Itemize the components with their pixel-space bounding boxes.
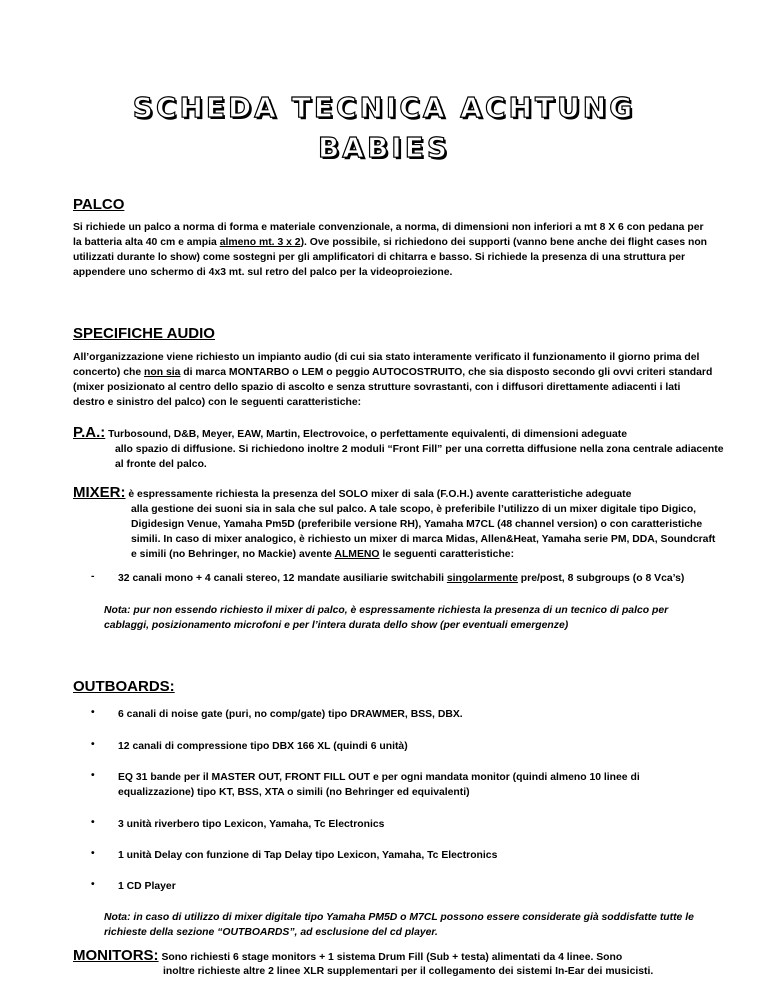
bullet-1: • bbox=[91, 707, 95, 718]
bullet-5: • bbox=[91, 848, 95, 859]
pa-label: P.A.: bbox=[73, 424, 106, 441]
title-line-1: SCHEDA TECNICA ACHTUNG bbox=[132, 91, 636, 124]
bullet-3: • bbox=[91, 770, 95, 781]
title-line-2: BABIES bbox=[317, 131, 451, 164]
outboard-item-2: 12 canali di compressione tipo DBX 166 XL (quindi 6 unità) bbox=[118, 741, 408, 752]
pa-rest: allo spazio di diffusione. Si richiedono inoltre 2 moduli “Front Fill” per una corretta diffusione nella zona centrale adiacente al fronte del palco. bbox=[115, 444, 724, 470]
mixer-spec-item: 32 canali mono + 4 canali stereo, 12 mandate ausiliarie switchabili singolarmente pre/post, 8 subgroups (o 8 Vca’s) bbox=[118, 573, 685, 584]
outboards-note: Nota: in caso di utilizzo di mixer digitale tipo Yamaha PM5D o M7CL possono essere considerate già soddisfatte tutte le richieste della sezione “OUTBOARDS”, ad esclusione del cd player. bbox=[104, 912, 694, 938]
audio-paragraph: All’organizzazione viene richiesto un impianto audio (di cui sia stato interamente verificato il funzionamento il giorno prima del concerto) che non sia di marca MONTARBO o LEM o peggio AUTOCOSTRUITO, che sia disposto secondo gli ovvi criteri standard (mixer posizionato al centro dello spazio di ascolto e senza strutture sovrastanti, con i diffusori direttamente adiacenti i lati destro e sinistro del palco) con le seguenti caratteristiche: bbox=[73, 352, 713, 408]
outboard-item-3: EQ 31 bande per il MASTER OUT, FRONT FILL OUT e per ogni mandata monitor (quindi almeno 10 linee di equalizzazione) tipo KT, BSS, XTA o simili (no Behringer ed equivalenti) bbox=[118, 772, 640, 798]
heading-palco: PALCO bbox=[73, 196, 125, 213]
audio-note: Nota: pur non essendo richiesto il mixer di palco, è espressamente richiesta la presenza di un tecnico di palco per cablaggi, posizionamento microfoni e per l’intera durata dello show (per eventuali emergenze) bbox=[104, 605, 669, 631]
mixer-label: MIXER: bbox=[73, 484, 126, 501]
mixer-rest: alla gestione dei suoni sia in sala che sul palco. A tale scopo, è preferibile l’utilizzo di un mixer digitale tipo Digico, Digidesign Venue, Yamaha Pm5D (preferibile versione RH), Yamaha M7CL (48 channel version) o con caratteristiche simili. In caso di mixer analogico, è richiesto un mixer di marca Midas, Allen&Heat, Yamaha serie PM, DDA, Soundcraft e simili (no Behringer, no Mackie) avente ALMENO le seguenti caratteristiche: bbox=[131, 504, 716, 560]
heading-outboards: OUTBOARDS: bbox=[73, 678, 175, 695]
dash-underline: singolarmente bbox=[446, 573, 518, 584]
monitors-label: MONITORS: bbox=[73, 947, 159, 964]
dash-marker: - bbox=[91, 571, 95, 582]
heading-specifiche-audio: SPECIFICHE AUDIO bbox=[73, 325, 215, 342]
pa-first-line: P.A.: Turbosound, D&B, Meyer, EAW, Martin, Electrovoice, o perfettamente equivalenti, di dimensioni adeguate bbox=[73, 424, 627, 441]
outboard-item-5: 1 unità Delay con funzione di Tap Delay tipo Lexicon, Yamaha, Tc Electronics bbox=[118, 850, 498, 861]
outboard-item-1: 6 canali di noise gate (puri, no comp/gate) tipo DRAWMER, BSS, DBX. bbox=[118, 709, 463, 720]
audio-underline: non sia bbox=[144, 367, 181, 378]
bullet-2: • bbox=[91, 739, 95, 750]
palco-paragraph: Si richiede un palco a norma di forma e materiale convenzionale, a norma, di dimensioni non inferiori a mt 8 X 6 con pedana per la batteria alta 40 cm e ampia almeno mt. 3 x 2). Ove possibile, si richiedono dei supporti (vanno bene anche dei flight cases non utilizzati durante lo show) come sostegni per gli amplificatori di chitarra e basso. Si richiede la presenza di una struttura per appendere uno schermo di 4x3 mt. sul retro del palco per la videoproiezione. bbox=[73, 222, 708, 278]
page-title bbox=[0, 88, 768, 168]
monitors-first-line: MONITORS: Sono richiesti 6 stage monitors + 1 sistema Drum Fill (Sub + testa) alimentati da 4 linee. Sono bbox=[73, 947, 623, 964]
palco-underline: almeno mt. 3 x 2 bbox=[219, 237, 301, 248]
bullet-4: • bbox=[91, 817, 95, 828]
monitors-rest: inoltre richieste altre 2 linee XLR supplementari per il collegamento dei sistemi In-Ear dei musicisti. bbox=[163, 966, 654, 977]
bullet-6: • bbox=[91, 879, 95, 890]
mixer-underline: ALMENO bbox=[334, 549, 380, 560]
outboard-item-6: 1 CD Player bbox=[118, 881, 176, 892]
mixer-first-line: MIXER: è espressamente richiesta la presenza del SOLO mixer di sala (F.O.H.) avente caratteristiche adeguate bbox=[73, 484, 632, 501]
outboard-item-4: 3 unità riverbero tipo Lexicon, Yamaha, Tc Electronics bbox=[118, 819, 385, 830]
